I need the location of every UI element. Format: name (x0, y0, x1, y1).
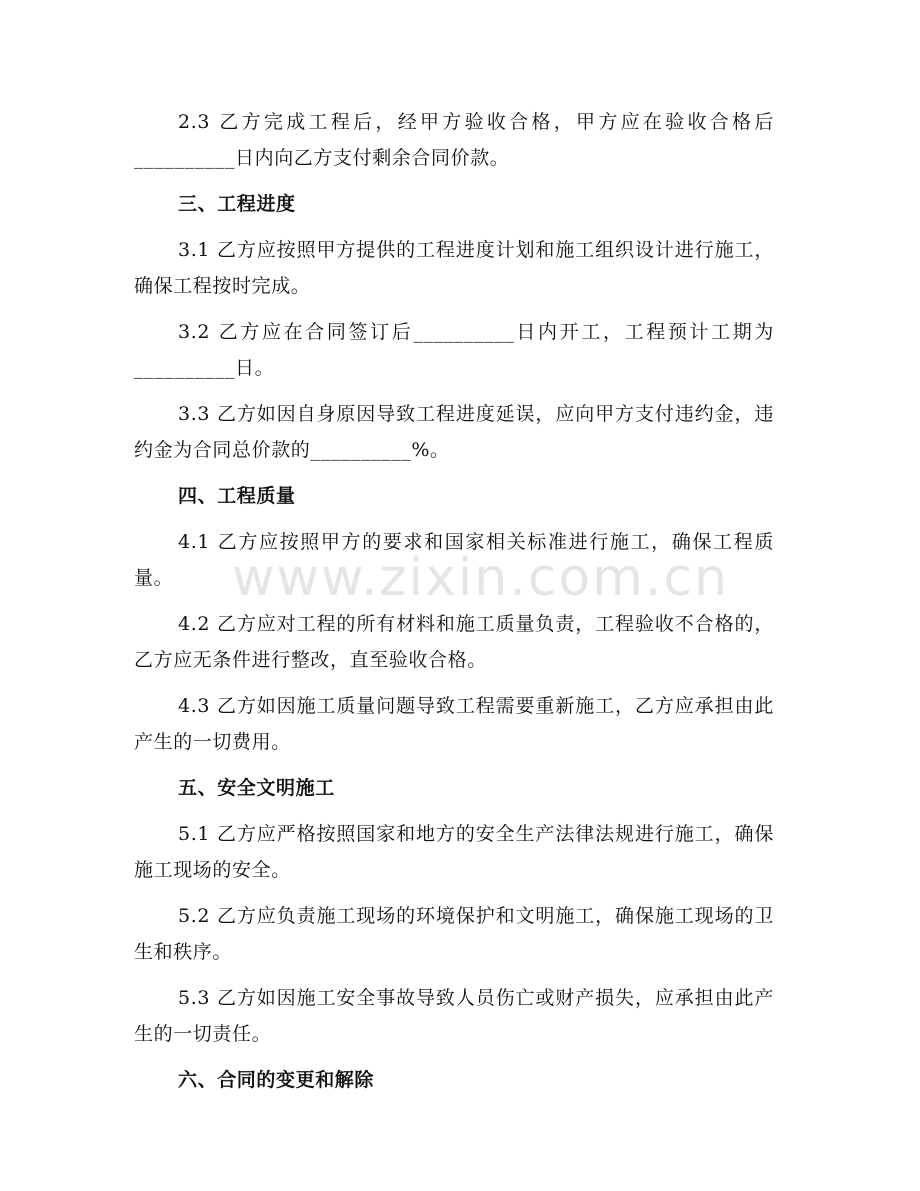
clause-3-2: 3.2 乙方应在合同签订后__________日内开工，工程预计工期为__________日。 (134, 321, 774, 379)
section-heading-quality: 四、工程质量 (178, 485, 296, 507)
document-body (134, 104, 774, 1108)
clause-5-3: 5.3 乙方如因施工安全事故导致人员伤亡或财产损失，应承担由此产生的一切责任。 (134, 987, 774, 1045)
clause-4-3: 4.3 乙方如因施工质量问题导致工程需要重新施工，乙方应承担由此产生的一切费用。 (134, 695, 774, 753)
clause-4-2: 4.2 乙方应对工程的所有材料和施工质量负责，工程验收不合格的，乙方应无条件进行整改，直至验收合格。 (134, 613, 774, 671)
clause-4-1: 4.1 乙方应按照甲方的要求和国家相关标准进行施工，确保工程质量。 (134, 531, 774, 589)
clause-3-3: 3.3 乙方如因自身原因导致工程进度延误，应向甲方支付违约金，违约金为合同总价款的__________%。 (134, 403, 774, 461)
section-heading-changes: 六、合同的变更和解除 (178, 1069, 375, 1091)
watermark: www.zixin.com.cn (232, 548, 729, 608)
section-heading-progress: 三、工程进度 (178, 193, 296, 215)
clause-5-2: 5.2 乙方应负责施工现场的环境保护和文明施工，确保施工现场的卫生和秩序。 (134, 905, 774, 963)
clause-5-1: 5.1 乙方应严格按照国家和地方的安全生产法律法规进行施工，确保施工现场的安全。 (134, 823, 774, 881)
clause-2-3: 2.3 乙方完成工程后，经甲方验收合格，甲方应在验收合格后__________日内向乙方支付剩余合同价款。 (134, 111, 774, 169)
section-heading-safety: 五、安全文明施工 (178, 777, 335, 799)
clause-3-1: 3.1 乙方应按照甲方提供的工程进度计划和施工组织设计进行施工，确保工程按时完成。 (134, 239, 774, 297)
